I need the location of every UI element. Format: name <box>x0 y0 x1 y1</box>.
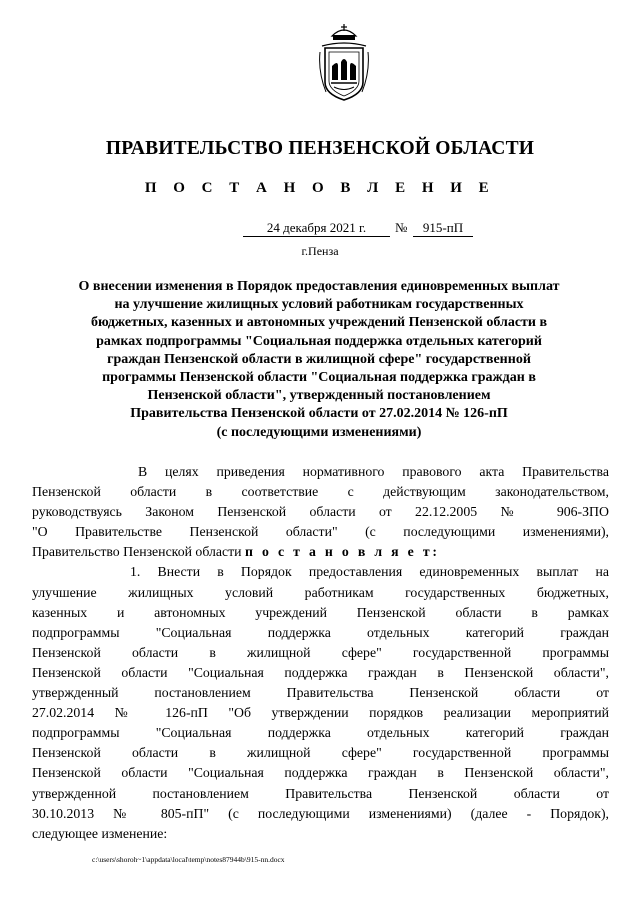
preamble-line: Пензенской области в соответствие с действующим законодательством, <box>32 484 609 500</box>
item-line: 30.10.2013 № 805-пП" (с последующими изменениями) (далее - Порядок), <box>32 805 609 821</box>
decree-city: г.Пенза <box>301 244 339 258</box>
item-line: Пензенской области "Социальная поддержка граждан в Пензенской области", <box>32 664 609 680</box>
subject-line: Правительства Пензенской области от 27.02.2014 № 126-пП <box>130 406 508 422</box>
preamble-line: В целях приведения нормативного правового акта Правительства <box>138 464 609 479</box>
subject-line: Пензенской области", утвержденный постановлением <box>147 388 491 404</box>
decree-number: 915-пП <box>413 219 473 237</box>
subject-line: программы Пензенской области "Социальная поддержка граждан в <box>102 370 536 386</box>
coat-of-arms-icon <box>318 22 370 102</box>
item-line: утвержденной постановлением Правительства Пензенской области от <box>32 785 609 801</box>
preamble-line: руководствуясь Законом Пензенской области от 22.12.2005 № 906-ЗПО <box>32 504 609 520</box>
item-line: Пензенской области "Социальная поддержка граждан в Пензенской области", <box>32 765 609 781</box>
decree-body <box>32 462 609 844</box>
subject-line: О внесении изменения в Порядок предоставления единовременных выплат <box>78 279 560 294</box>
resolution-verb: п о с т а н о в л я е т: <box>245 544 440 560</box>
subject-line: рамках подпрограммы "Социальная поддержка отдельных категорий <box>96 333 542 349</box>
item-line: подпрограммы "Социальная поддержка отдельных категорий граждан <box>32 624 609 640</box>
number-sign: № <box>395 220 408 235</box>
government-title: ПРАВИТЕЛЬСТВО ПЕНЗЕНСКОЙ ОБЛАСТИ <box>105 138 535 159</box>
subject-line: (с последующими изменениями) <box>216 424 422 440</box>
item-line: утвержденный постановлением Правительства Пензенской области от <box>32 685 609 701</box>
item-line: подпрограммы "Социальная поддержка отдельных категорий граждан <box>32 725 609 741</box>
item-line: казенных и автономных учреждений Пензенской области в рамках <box>32 604 609 620</box>
decree-subject <box>40 278 598 442</box>
subject-line: бюджетных, казенных и автономных учреждений Пензенской области в <box>90 315 548 331</box>
item-line: Пензенской области в жилищной сфере" государственной программы <box>32 644 609 660</box>
preamble-line: "О Правительстве Пензенской области" (с последующими изменениями), <box>32 524 609 540</box>
preamble-resolution-line <box>32 542 609 562</box>
decree-date: 24 декабря 2021 г. <box>243 219 390 237</box>
item-line: 27.02.2014 № 126-пП "Об утверждении порядков реализации мероприятий <box>32 705 609 721</box>
footer-file-path: c:\users\shoroh~1\appdata\local\temp\notes87944b\915-nn.docx <box>92 855 285 864</box>
decree-heading: П О С Т А Н О В Л Е Н И Е <box>144 180 496 196</box>
item-line: Пензенской области в жилищной сфере" государственной программы <box>32 745 609 761</box>
item-line: улучшение жилищных условий работникам государственных бюджетных, <box>32 584 609 600</box>
item-line: следующее изменение: <box>32 825 168 841</box>
resolution-subject: Правительство Пензенской области <box>32 544 242 560</box>
subject-line: граждан Пензенской области в жилищной сфере" государственной <box>107 351 531 367</box>
subject-line: на улучшение жилищных условий работникам государственных <box>114 297 524 313</box>
item-line: 1. Внести в Порядок предоставления единовременных выплат на <box>130 564 609 580</box>
